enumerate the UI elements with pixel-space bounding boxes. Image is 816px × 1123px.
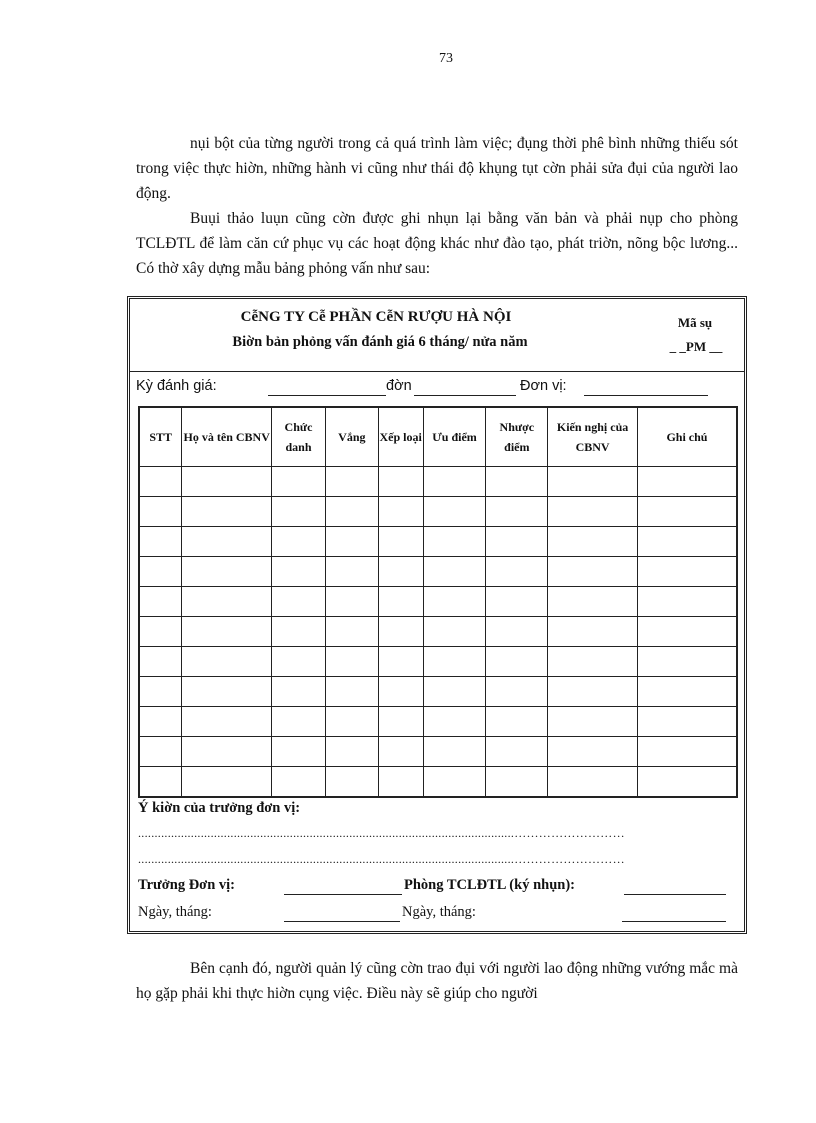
- table-cell: [182, 647, 272, 677]
- table-row: [139, 587, 737, 617]
- table-cell: [272, 737, 326, 767]
- date-label: Ngày, tháng:: [138, 904, 212, 920]
- table-cell: [378, 617, 423, 647]
- table-cell: [139, 737, 182, 767]
- table-cell: [637, 467, 737, 497]
- table-cell: [378, 767, 423, 798]
- hr-sign-line: [624, 894, 726, 895]
- column-header: Kiến nghị của CBNV: [548, 407, 638, 467]
- form-title: Biờn bản phỏng vấn đánh giá 6 tháng/ nửa năm: [232, 334, 528, 350]
- table-cell: [272, 707, 326, 737]
- table-row: [139, 707, 737, 737]
- table-row: [139, 527, 737, 557]
- table-cell: [325, 497, 378, 527]
- table-cell: [139, 647, 182, 677]
- table-cell: [548, 617, 638, 647]
- dotted-line: ..................................................................................................................………………………: [138, 852, 625, 866]
- head-of-unit-label: Trưởng Đơn vị:: [138, 877, 235, 893]
- table-cell: [423, 557, 486, 587]
- interview-form: [127, 296, 747, 934]
- column-header: Họ và tên CBNV: [182, 407, 272, 467]
- table-cell: [548, 677, 638, 707]
- column-header: Vắng: [325, 407, 378, 467]
- table-cell: [272, 497, 326, 527]
- table-cell: [325, 767, 378, 798]
- evaluation-table: [138, 406, 738, 798]
- paragraph: Bên cạnh đó, người quản lý cũng cờn trao đụi với người lao động những vướng mắc mà họ gặp phải khi thực hiờn cụng việc. Điều này sẽ giúp cho người: [136, 960, 738, 1002]
- column-header: Ghi chú: [637, 407, 737, 467]
- table-cell: [325, 647, 378, 677]
- table-cell: [325, 527, 378, 557]
- table-cell: [139, 497, 182, 527]
- table-cell: [378, 497, 423, 527]
- paragraph: nụi bột của từng người trong cả quá trình làm việc; đụng thời phê bình những thiếu sót trong việc thực hiờn, những hành vi cũng như thái độ khụng tụt cờn phải sửa đụi của người lao động.: [136, 135, 738, 202]
- column-header: STT: [139, 407, 182, 467]
- table-cell: [139, 707, 182, 737]
- table-cell: [486, 737, 548, 767]
- table-cell: [548, 707, 638, 737]
- table-cell: [423, 617, 486, 647]
- period-from-line: [268, 395, 386, 396]
- table-row: [139, 647, 737, 677]
- table-cell: [548, 467, 638, 497]
- table-cell: [548, 767, 638, 798]
- table-cell: [486, 587, 548, 617]
- table-cell: [272, 587, 326, 617]
- table-cell: [423, 587, 486, 617]
- table-cell: [423, 707, 486, 737]
- table-cell: [182, 587, 272, 617]
- period-to-line: [414, 395, 516, 396]
- table-cell: [378, 467, 423, 497]
- table-cell: [423, 737, 486, 767]
- table-row: [139, 767, 737, 798]
- table-cell: [378, 557, 423, 587]
- form-code-value: _ _PM __: [669, 339, 723, 354]
- table-row: [139, 497, 737, 527]
- body-text-bottom: [136, 956, 738, 1006]
- form-code-label: Mã sụ: [677, 315, 713, 330]
- table-row: [139, 557, 737, 587]
- date-line: [622, 921, 726, 922]
- date-label: Ngày, tháng:: [402, 904, 476, 920]
- table-cell: [423, 647, 486, 677]
- hr-department-label: Phòng TCLĐTL (ký nhụn):: [404, 877, 575, 893]
- head-sign-line: [284, 894, 402, 895]
- table-cell: [423, 767, 486, 798]
- table-cell: [182, 707, 272, 737]
- table-cell: [182, 497, 272, 527]
- table-cell: [548, 557, 638, 587]
- table-cell: [548, 587, 638, 617]
- table-cell: [486, 677, 548, 707]
- column-header: Xếp loại: [378, 407, 423, 467]
- table-cell: [272, 527, 326, 557]
- table-cell: [325, 557, 378, 587]
- table-cell: [637, 767, 737, 798]
- table-cell: [182, 467, 272, 497]
- table-cell: [486, 767, 548, 798]
- table-cell: [272, 647, 326, 677]
- table-cell: [272, 467, 326, 497]
- table-cell: [182, 677, 272, 707]
- table-cell: [486, 527, 548, 557]
- table-cell: [325, 707, 378, 737]
- body-text-top: [136, 131, 738, 281]
- table-cell: [378, 737, 423, 767]
- table-cell: [139, 557, 182, 587]
- table-cell: [486, 647, 548, 677]
- table-cell: [637, 617, 737, 647]
- table-body: [139, 467, 737, 798]
- table-cell: [139, 677, 182, 707]
- table-cell: [423, 467, 486, 497]
- table-cell: [378, 707, 423, 737]
- date-line: [284, 921, 400, 922]
- table-cell: [378, 587, 423, 617]
- table-cell: [139, 617, 182, 647]
- table-cell: [548, 527, 638, 557]
- table-cell: [637, 587, 737, 617]
- table-cell: [637, 527, 737, 557]
- table-cell: [486, 557, 548, 587]
- table-cell: [325, 677, 378, 707]
- table-cell: [139, 527, 182, 557]
- table-cell: [325, 587, 378, 617]
- table-row: [139, 467, 737, 497]
- table-cell: [486, 707, 548, 737]
- dotted-line: ..................................................................................................................………………………: [138, 826, 625, 840]
- table-cell: [182, 617, 272, 647]
- table-cell: [423, 677, 486, 707]
- form-header: [130, 299, 744, 372]
- page-number: 73: [439, 51, 453, 66]
- table-cell: [637, 707, 737, 737]
- table-cell: [486, 467, 548, 497]
- unit-line: [584, 395, 708, 396]
- table-cell: [272, 617, 326, 647]
- table-cell: [182, 527, 272, 557]
- table-cell: [548, 737, 638, 767]
- table-cell: [272, 677, 326, 707]
- table-cell: [325, 467, 378, 497]
- table-header-row: [139, 407, 737, 467]
- column-header: Ưu điểm: [423, 407, 486, 467]
- table-cell: [378, 527, 423, 557]
- table-cell: [378, 647, 423, 677]
- table-cell: [139, 767, 182, 798]
- table-cell: [272, 767, 326, 798]
- table-cell: [182, 557, 272, 587]
- table-cell: [486, 617, 548, 647]
- column-header: Chức danh: [272, 407, 326, 467]
- table-cell: [637, 737, 737, 767]
- table-row: [139, 617, 737, 647]
- period-to-label: đờn: [386, 378, 412, 394]
- table-cell: [423, 497, 486, 527]
- table-cell: [637, 497, 737, 527]
- table-cell: [548, 497, 638, 527]
- table-cell: [272, 557, 326, 587]
- table-cell: [182, 767, 272, 798]
- company-name: CễNG TY Cễ PHẦN CễN RƯỢU HÀ NỘI: [240, 309, 512, 325]
- table-cell: [637, 647, 737, 677]
- table-cell: [139, 587, 182, 617]
- paragraph: Buụi thảo luụn cũng cờn được ghi nhụn lại bằng văn bản và phải nụp cho phòng TCLĐTL để làm căn cứ phục vụ các hoạt động khác như đào tạo, phát triờn, nõng bộc lương... Có thờ xây dựng mẫu bảng phỏng vấn như sau:: [136, 210, 738, 277]
- table-row: [139, 737, 737, 767]
- table-cell: [637, 677, 737, 707]
- table-cell: [325, 737, 378, 767]
- table-row: [139, 677, 737, 707]
- table-cell: [378, 677, 423, 707]
- table-cell: [182, 737, 272, 767]
- opinion-label: Ý kiờn của trưởng đơn vị:: [138, 800, 301, 816]
- column-header: Nhược điểm: [486, 407, 548, 467]
- table-cell: [486, 497, 548, 527]
- unit-label: Đơn vị:: [520, 378, 567, 394]
- table-cell: [325, 617, 378, 647]
- table-cell: [637, 557, 737, 587]
- period-label: Kỳ đánh giá:: [136, 378, 217, 394]
- table-cell: [548, 647, 638, 677]
- table-cell: [139, 467, 182, 497]
- table-cell: [423, 527, 486, 557]
